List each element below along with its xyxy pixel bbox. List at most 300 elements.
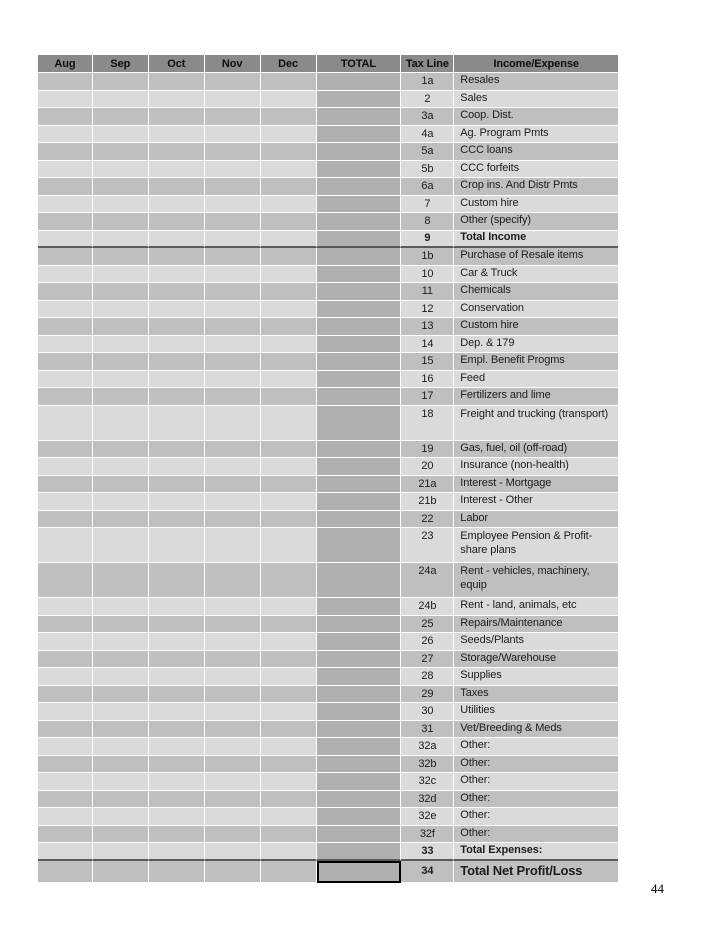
month-value-cell [261, 126, 317, 144]
month-value-cell [38, 756, 93, 774]
income-expense-label: Crop ins. And Distr Pmts [454, 178, 618, 196]
month-value-cell [38, 161, 93, 179]
page-number: 44 [651, 881, 664, 896]
tax-line-cell: 27 [401, 651, 454, 669]
total-value-cell [317, 161, 402, 179]
month-value-cell [261, 668, 317, 686]
month-value-cell [38, 73, 93, 91]
month-value-cell [149, 283, 205, 301]
income-expense-label: Insurance (non-health) [454, 458, 618, 476]
income-expense-label: Freight and trucking (transport) [454, 406, 618, 441]
month-value-cell [93, 91, 149, 109]
month-value-cell [149, 91, 205, 109]
month-value-cell [205, 91, 261, 109]
month-value-cell [149, 231, 205, 249]
month-value-cell [261, 721, 317, 739]
month-value-cell [205, 406, 261, 441]
table-row-15 [38, 353, 618, 371]
month-value-cell [93, 563, 149, 598]
month-value-cell [93, 248, 149, 266]
table-row-18 [38, 406, 618, 441]
income-expense-label: Other: [454, 826, 618, 844]
table-row-8 [38, 213, 618, 231]
month-value-cell [149, 791, 205, 809]
month-value-cell [93, 773, 149, 791]
tax-line-cell: 1a [401, 73, 454, 91]
month-value-cell [261, 651, 317, 669]
month-value-cell [261, 686, 317, 704]
month-value-cell [205, 301, 261, 319]
month-value-cell [149, 808, 205, 826]
month-value-cell [93, 73, 149, 91]
month-value-cell [93, 843, 149, 861]
total-value-cell [317, 91, 402, 109]
month-value-cell [38, 598, 93, 616]
income-expense-label: Seeds/Plants [454, 633, 618, 651]
tax-line-cell: 18 [401, 406, 454, 441]
month-value-cell [38, 773, 93, 791]
column-header-tax-line: Tax Line [401, 55, 454, 73]
total-value-cell [317, 196, 402, 214]
month-value-cell [205, 108, 261, 126]
total-value-cell [317, 126, 402, 144]
month-value-cell [38, 266, 93, 284]
month-value-cell [149, 598, 205, 616]
total-value-cell [317, 143, 402, 161]
tax-line-cell: 21a [401, 476, 454, 494]
month-value-cell [261, 843, 317, 861]
table-row-26 [38, 633, 618, 651]
column-header-oct: Oct [149, 55, 205, 73]
tax-line-cell: 28 [401, 668, 454, 686]
month-value-cell [205, 511, 261, 529]
month-value-cell [93, 616, 149, 634]
tax-line-cell: 29 [401, 686, 454, 704]
month-value-cell [38, 563, 93, 598]
month-value-cell [149, 213, 205, 231]
month-value-cell [205, 738, 261, 756]
table-row-3a [38, 108, 618, 126]
month-value-cell [38, 318, 93, 336]
income-expense-label: Empl. Benefit Progms [454, 353, 618, 371]
month-value-cell [149, 73, 205, 91]
total-value-cell [317, 441, 402, 459]
month-value-cell [93, 318, 149, 336]
table-row-32f [38, 826, 618, 844]
income-expense-label: Interest - Mortgage [454, 476, 618, 494]
month-value-cell [261, 266, 317, 284]
income-expense-label: Total Income [454, 231, 618, 249]
tax-line-cell: 25 [401, 616, 454, 634]
month-value-cell [93, 511, 149, 529]
tax-line-cell: 24a [401, 563, 454, 598]
total-value-cell [317, 231, 402, 249]
income-expense-label: Gas, fuel, oil (off-road) [454, 441, 618, 459]
month-value-cell [38, 616, 93, 634]
month-value-cell [205, 808, 261, 826]
month-value-cell [261, 703, 317, 721]
month-value-cell [205, 493, 261, 511]
month-value-cell [261, 476, 317, 494]
month-value-cell [38, 493, 93, 511]
month-value-cell [261, 493, 317, 511]
month-value-cell [38, 528, 93, 563]
table-row-27 [38, 651, 618, 669]
month-value-cell [38, 441, 93, 459]
table-row-5b [38, 161, 618, 179]
table-row-32d [38, 791, 618, 809]
table-row-1a [38, 73, 618, 91]
month-value-cell [261, 336, 317, 354]
table-row-2 [38, 91, 618, 109]
month-value-cell [261, 161, 317, 179]
month-value-cell [93, 143, 149, 161]
total-value-cell [317, 108, 402, 126]
month-value-cell [149, 388, 205, 406]
worksheet-table [38, 55, 618, 883]
table-row-20 [38, 458, 618, 476]
month-value-cell [261, 73, 317, 91]
income-expense-label: Rent - vehicles, machinery, equip [454, 563, 618, 598]
total-value-cell [317, 651, 402, 669]
total-value-cell [317, 178, 402, 196]
month-value-cell [38, 406, 93, 441]
table-row-13 [38, 318, 618, 336]
month-value-cell [38, 458, 93, 476]
tax-line-cell: 5a [401, 143, 454, 161]
month-value-cell [205, 721, 261, 739]
month-value-cell [149, 633, 205, 651]
month-value-cell [93, 108, 149, 126]
total-value-cell [317, 476, 402, 494]
table-row-7 [38, 196, 618, 214]
table-row-32c [38, 773, 618, 791]
month-value-cell [93, 598, 149, 616]
table-row-10 [38, 266, 618, 284]
income-expense-label: Employee Pension & Profit-share plans [454, 528, 618, 563]
month-value-cell [38, 511, 93, 529]
income-expense-label: CCC forfeits [454, 161, 618, 179]
total-value-cell [317, 563, 402, 598]
tax-line-cell: 32e [401, 808, 454, 826]
month-value-cell [205, 353, 261, 371]
total-value-cell [317, 213, 402, 231]
month-value-cell [261, 616, 317, 634]
income-expense-label: Total Expenses: [454, 843, 618, 861]
income-expense-label: Labor [454, 511, 618, 529]
total-value-cell [317, 528, 402, 563]
income-expense-label: Taxes [454, 686, 618, 704]
month-value-cell [149, 441, 205, 459]
income-expense-label: Ag. Program Pmts [454, 126, 618, 144]
month-value-cell [149, 476, 205, 494]
month-value-cell [205, 668, 261, 686]
table-header-row [38, 55, 618, 73]
month-value-cell [93, 633, 149, 651]
month-value-cell [149, 826, 205, 844]
month-value-cell [205, 651, 261, 669]
table-row-24b [38, 598, 618, 616]
month-value-cell [93, 808, 149, 826]
column-header-dec: Dec [261, 55, 317, 73]
column-header-income-expense: Income/Expense [454, 55, 618, 73]
month-value-cell [261, 808, 317, 826]
month-value-cell [205, 336, 261, 354]
month-value-cell [38, 353, 93, 371]
total-value-cell [317, 756, 402, 774]
tax-line-cell: 21b [401, 493, 454, 511]
total-value-cell [317, 826, 402, 844]
income-expense-label: Custom hire [454, 196, 618, 214]
month-value-cell [205, 843, 261, 861]
month-value-cell [261, 388, 317, 406]
month-value-cell [149, 371, 205, 389]
month-value-cell [261, 458, 317, 476]
month-value-cell [261, 861, 317, 883]
month-value-cell [205, 318, 261, 336]
month-value-cell [261, 598, 317, 616]
month-value-cell [149, 703, 205, 721]
total-value-cell [317, 703, 402, 721]
month-value-cell [149, 196, 205, 214]
month-value-cell [149, 248, 205, 266]
month-value-cell [38, 283, 93, 301]
table-row-29 [38, 686, 618, 704]
month-value-cell [149, 318, 205, 336]
month-value-cell [261, 756, 317, 774]
month-value-cell [205, 248, 261, 266]
income-expense-label: Vet/Breeding & Meds [454, 721, 618, 739]
month-value-cell [205, 283, 261, 301]
table-row-23 [38, 528, 618, 563]
tax-line-cell: 13 [401, 318, 454, 336]
month-value-cell [149, 686, 205, 704]
month-value-cell [261, 791, 317, 809]
income-expense-label: Other: [454, 808, 618, 826]
tax-line-cell: 15 [401, 353, 454, 371]
month-value-cell [38, 633, 93, 651]
income-expense-label: Other: [454, 756, 618, 774]
month-value-cell [93, 178, 149, 196]
month-value-cell [93, 388, 149, 406]
month-value-cell [205, 686, 261, 704]
column-header-nov: Nov [205, 55, 261, 73]
month-value-cell [205, 73, 261, 91]
month-value-cell [38, 231, 93, 249]
month-value-cell [93, 301, 149, 319]
month-value-cell [93, 371, 149, 389]
month-value-cell [261, 301, 317, 319]
tax-line-cell: 24b [401, 598, 454, 616]
table-row-32b [38, 756, 618, 774]
month-value-cell [205, 773, 261, 791]
month-value-cell [149, 528, 205, 563]
month-value-cell [38, 651, 93, 669]
month-value-cell [38, 301, 93, 319]
month-value-cell [93, 668, 149, 686]
column-header-total: TOTAL [317, 55, 402, 73]
month-value-cell [93, 791, 149, 809]
month-value-cell [93, 826, 149, 844]
tax-line-cell: 32c [401, 773, 454, 791]
income-expense-label: Sales [454, 91, 618, 109]
income-expense-label: Conservation [454, 301, 618, 319]
total-value-cell [317, 458, 402, 476]
table-row-21a [38, 476, 618, 494]
total-value-cell [317, 808, 402, 826]
month-value-cell [261, 826, 317, 844]
month-value-cell [261, 108, 317, 126]
total-value-cell [317, 791, 402, 809]
month-value-cell [38, 388, 93, 406]
month-value-cell [205, 476, 261, 494]
total-value-cell [317, 721, 402, 739]
month-value-cell [149, 616, 205, 634]
month-value-cell [93, 406, 149, 441]
total-value-cell [317, 266, 402, 284]
table-row-19 [38, 441, 618, 459]
income-expense-label: Rent - land, animals, etc [454, 598, 618, 616]
month-value-cell [205, 458, 261, 476]
month-value-cell [93, 528, 149, 563]
month-value-cell [205, 371, 261, 389]
month-value-cell [205, 756, 261, 774]
month-value-cell [205, 703, 261, 721]
month-value-cell [149, 861, 205, 883]
month-value-cell [93, 126, 149, 144]
month-value-cell [149, 143, 205, 161]
month-value-cell [261, 283, 317, 301]
month-value-cell [149, 458, 205, 476]
total-value-cell [317, 73, 402, 91]
month-value-cell [93, 458, 149, 476]
month-value-cell [149, 126, 205, 144]
month-value-cell [261, 353, 317, 371]
tax-line-cell: 6a [401, 178, 454, 196]
month-value-cell [205, 266, 261, 284]
month-value-cell [38, 196, 93, 214]
income-expense-label: Repairs/Maintenance [454, 616, 618, 634]
month-value-cell [149, 651, 205, 669]
month-value-cell [93, 493, 149, 511]
month-value-cell [205, 126, 261, 144]
tax-line-cell: 32b [401, 756, 454, 774]
table-row-1b [38, 248, 618, 266]
month-value-cell [149, 843, 205, 861]
month-value-cell [38, 91, 93, 109]
month-value-cell [38, 476, 93, 494]
table-row-11 [38, 283, 618, 301]
month-value-cell [205, 161, 261, 179]
month-value-cell [93, 703, 149, 721]
tax-line-cell: 32f [401, 826, 454, 844]
tax-line-cell: 20 [401, 458, 454, 476]
tax-line-cell: 32a [401, 738, 454, 756]
month-value-cell [205, 143, 261, 161]
month-value-cell [149, 511, 205, 529]
month-value-cell [38, 826, 93, 844]
month-value-cell [261, 773, 317, 791]
income-expense-label: Other (specify) [454, 213, 618, 231]
month-value-cell [93, 738, 149, 756]
table-row-22 [38, 511, 618, 529]
month-value-cell [93, 756, 149, 774]
month-value-cell [93, 441, 149, 459]
selected-total-cell [317, 861, 402, 883]
table-row-6a [38, 178, 618, 196]
income-expense-label: Fertilizers and lime [454, 388, 618, 406]
total-value-cell [317, 371, 402, 389]
month-value-cell [205, 196, 261, 214]
month-value-cell [261, 563, 317, 598]
month-value-cell [205, 826, 261, 844]
month-value-cell [93, 266, 149, 284]
month-value-cell [261, 143, 317, 161]
table-row-21b [38, 493, 618, 511]
month-value-cell [149, 756, 205, 774]
income-expense-label: Coop. Dist. [454, 108, 618, 126]
total-value-cell [317, 668, 402, 686]
month-value-cell [261, 91, 317, 109]
tax-line-cell: 8 [401, 213, 454, 231]
income-expense-label: Custom hire [454, 318, 618, 336]
month-value-cell [149, 668, 205, 686]
total-value-cell [317, 598, 402, 616]
tax-line-cell: 9 [401, 231, 454, 249]
income-expense-label: Interest - Other [454, 493, 618, 511]
income-expense-label: Car & Truck [454, 266, 618, 284]
tax-line-cell: 17 [401, 388, 454, 406]
table-row-31 [38, 721, 618, 739]
table-row-4a [38, 126, 618, 144]
total-value-cell [317, 406, 402, 441]
table-row-25 [38, 616, 618, 634]
month-value-cell [205, 598, 261, 616]
month-value-cell [38, 126, 93, 144]
month-value-cell [261, 511, 317, 529]
month-value-cell [38, 861, 93, 883]
month-value-cell [149, 266, 205, 284]
month-value-cell [205, 563, 261, 598]
month-value-cell [93, 861, 149, 883]
column-header-sep: Sep [93, 55, 149, 73]
month-value-cell [93, 353, 149, 371]
table-row-17 [38, 388, 618, 406]
month-value-cell [93, 283, 149, 301]
table-row-33 [38, 843, 618, 861]
month-value-cell [261, 528, 317, 563]
total-value-cell [317, 511, 402, 529]
total-value-cell [317, 843, 402, 861]
total-value-cell [317, 493, 402, 511]
income-expense-label: Purchase of Resale items [454, 248, 618, 266]
month-value-cell [205, 388, 261, 406]
table-row-12 [38, 301, 618, 319]
income-expense-label: Total Net Profit/Loss [454, 861, 618, 883]
month-value-cell [38, 843, 93, 861]
month-value-cell [93, 686, 149, 704]
month-value-cell [261, 441, 317, 459]
tax-line-cell: 1b [401, 248, 454, 266]
month-value-cell [261, 213, 317, 231]
month-value-cell [149, 178, 205, 196]
month-value-cell [93, 231, 149, 249]
table-row-9 [38, 231, 618, 249]
tax-line-cell: 10 [401, 266, 454, 284]
month-value-cell [205, 231, 261, 249]
month-value-cell [38, 213, 93, 231]
table-row-28 [38, 668, 618, 686]
